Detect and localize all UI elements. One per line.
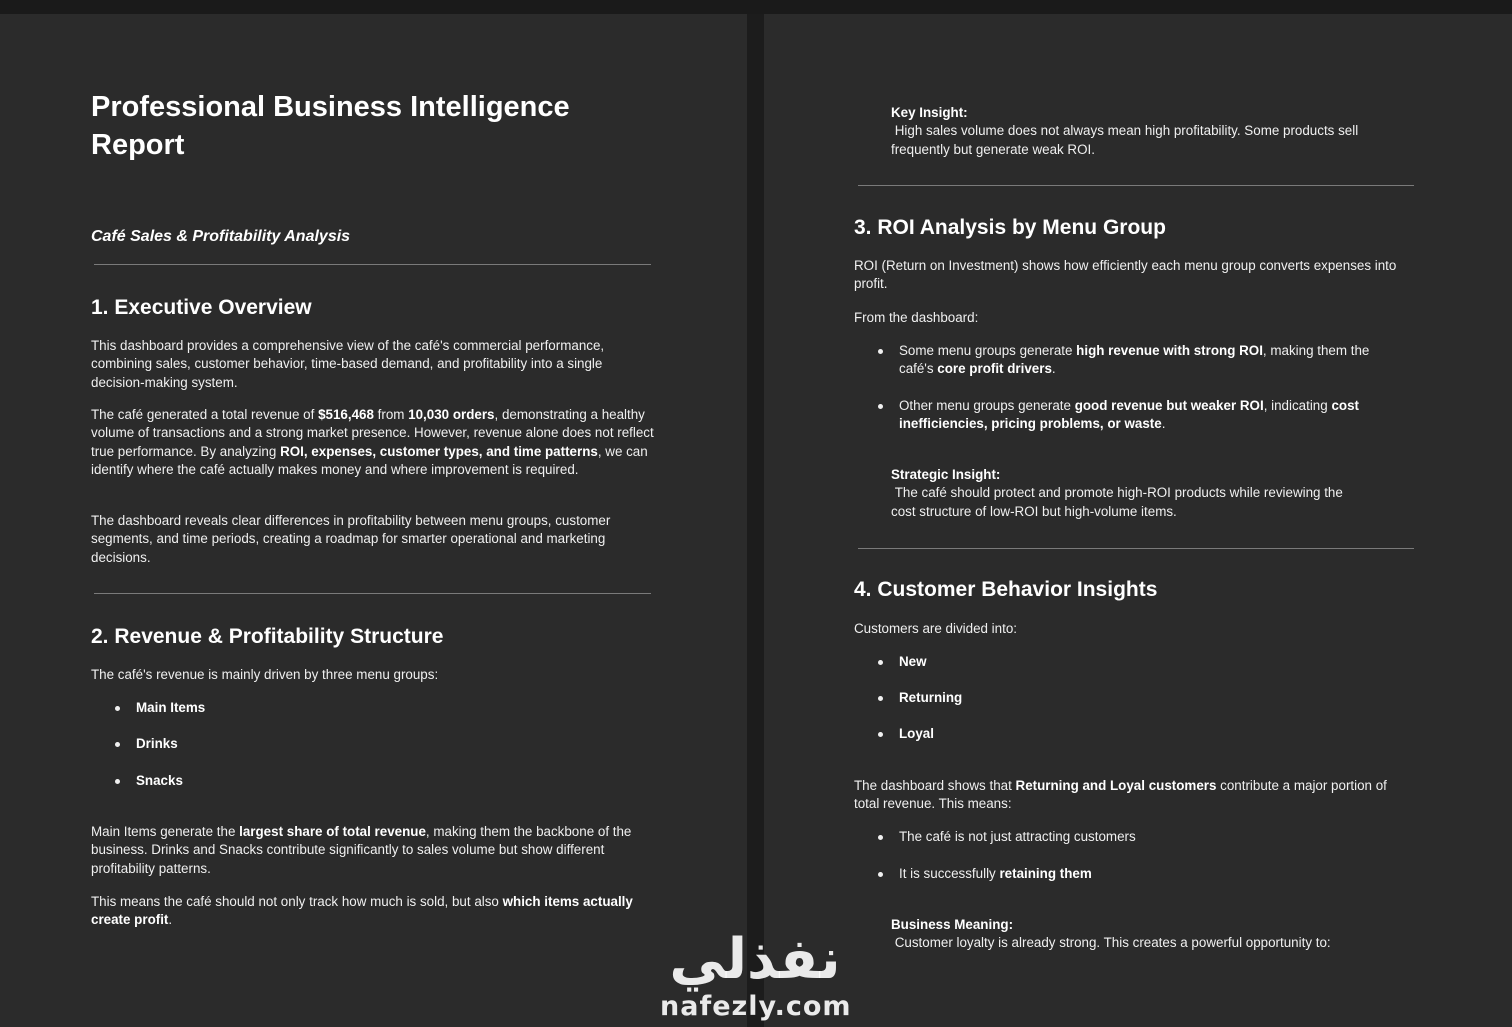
paragraph: The dashboard reveals clear differences in profitability between menu groups, customer segments, and time periods, creating a roadmap for smarter operational and marketing decisions. <box>91 513 611 565</box>
list-item: Snacks <box>136 772 205 790</box>
paragraph: From the dashboard: <box>854 310 979 325</box>
list-item: Returning <box>899 689 962 707</box>
list-item: Other menu groups generate good revenue but weaker ROI, indicating cost inefficiencies, pricing problems, or waste. <box>899 397 1399 434</box>
list-item: Main Items <box>136 699 205 717</box>
paragraph: Main Items generate the largest share of total revenue, making them the backbone of the business. Drinks and Snacks contribute significantly to sales volume but show different profitability patterns. <box>91 824 632 876</box>
report-subtitle: Café Sales & Profitability Analysis <box>91 228 351 245</box>
section-heading-executive-overview: 1. Executive Overview <box>91 296 312 319</box>
section-heading-roi-analysis: 3. ROI Analysis by Menu Group <box>854 216 1166 239</box>
watermark-logo <box>660 925 850 1025</box>
section-divider <box>94 593 651 594</box>
watermark-url-text: nafezly.com <box>660 991 852 1022</box>
paragraph: This means the café should not only track how much is sold, but also which items actually create profit. <box>91 894 633 928</box>
document-page-right <box>764 14 1512 1027</box>
paragraph: Customers are divided into: <box>854 621 1017 636</box>
customer-type-list <box>899 653 962 743</box>
section-heading-customer-behavior: 4. Customer Behavior Insights <box>854 578 1158 601</box>
roi-list <box>899 342 1399 433</box>
list-item: New <box>899 653 962 671</box>
list-item: Drinks <box>136 735 205 753</box>
watermark-arabic-text: نفذلي <box>669 927 841 992</box>
list-item: The café is not just attracting customers <box>899 828 1399 846</box>
customer-meaning-list <box>899 828 1399 883</box>
report-title: Professional Business Intelligence Report <box>91 91 570 161</box>
list-item: Some menu groups generate high revenue with strong ROI, making them the café's core profit drivers. <box>899 342 1399 379</box>
section-divider <box>858 548 1414 549</box>
list-item: Loyal <box>899 725 962 743</box>
business-meaning-callout: Business Meaning: Customer loyalty is already strong. This creates a powerful opportunity to: <box>891 917 1331 951</box>
paragraph: ROI (Return on Investment) shows how efficiently each menu group converts expenses into profit. <box>854 258 1397 292</box>
page-gutter <box>747 14 764 1027</box>
key-insight-callout: Key Insight: High sales volume does not always mean high profitability. Some products sell frequently but generate weak ROI. <box>891 105 1359 157</box>
list-item: It is successfully retaining them <box>899 865 1399 883</box>
document-page-left <box>0 14 747 1027</box>
section-divider <box>858 185 1414 186</box>
section-heading-revenue-structure: 2. Revenue & Profitability Structure <box>91 625 444 648</box>
paragraph: The café's revenue is mainly driven by three menu groups: <box>91 667 439 682</box>
strategic-insight-callout: Strategic Insight: The café should protect and promote high-ROI products while reviewing the cost structure of low-ROI but high-volume items. <box>891 467 1343 519</box>
section-divider <box>94 264 651 265</box>
paragraph-revenue-summary: The café generated a total revenue of $516,468 from 10,030 orders, demonstrating a healthy volume of transactions and a strong market presence. However, revenue alone does not reflect true performance. By analyzing ROI, expenses, customer types, and time patterns, we can identify where the café actually makes money and where improvement is required. <box>91 407 654 477</box>
paragraph: The dashboard shows that Returning and Loyal customers contribute a major portion of total revenue. This means: <box>854 778 1387 812</box>
paragraph: This dashboard provides a comprehensive view of the café's commercial performance, combining sales, customer behavior, time-based demand, and profitability into a single decision-making system. <box>91 338 605 390</box>
menu-group-list <box>136 699 205 790</box>
